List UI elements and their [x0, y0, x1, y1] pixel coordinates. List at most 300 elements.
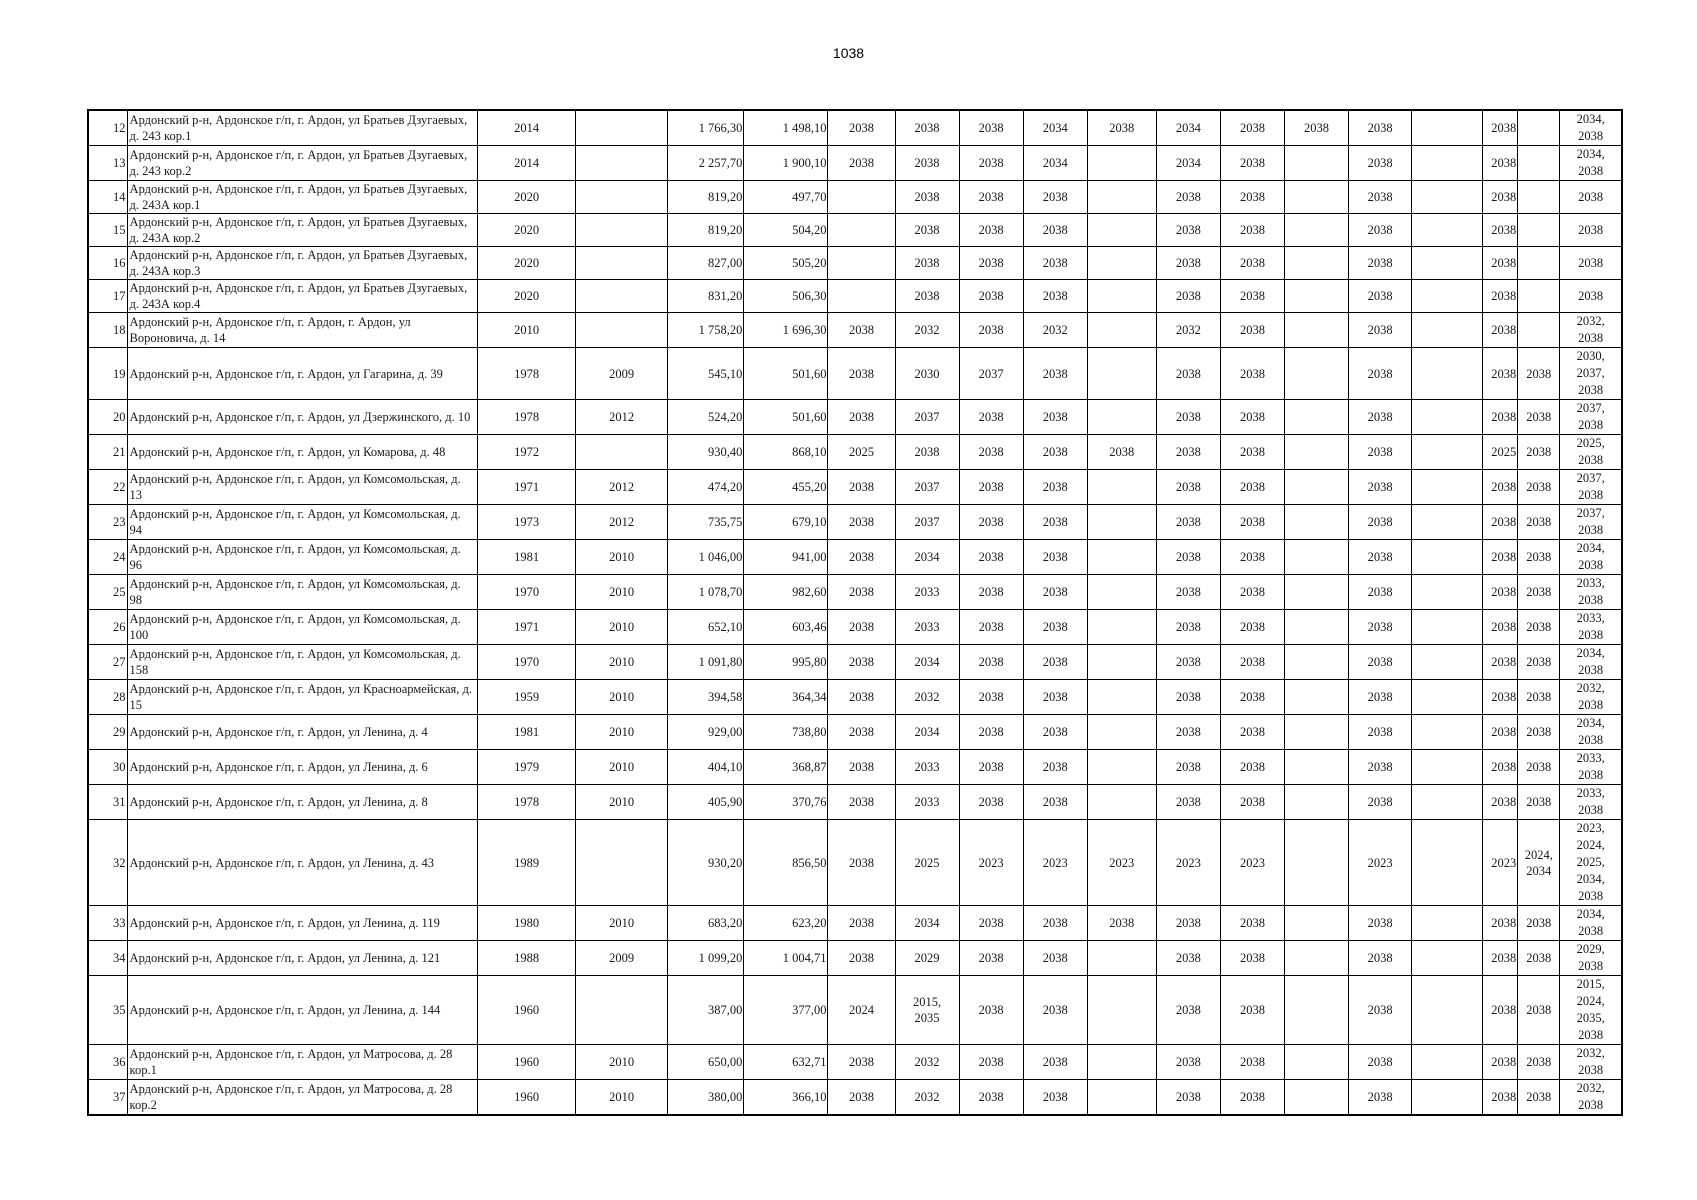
area-total-cell: 929,00 — [668, 715, 744, 750]
year-col-12-cell: 2024, 2034 — [1518, 820, 1560, 906]
year-col-6-cell: 2038 — [1156, 400, 1220, 435]
year-col-7-cell: 2038 — [1220, 1080, 1284, 1116]
year-col-10-cell — [1412, 214, 1483, 247]
year-col-6-cell: 2038 — [1156, 181, 1220, 214]
year-col-4-cell: 2038 — [1023, 470, 1087, 505]
year-col-11-cell: 2038 — [1483, 348, 1518, 400]
year-col-2-cell: 2030 — [895, 348, 959, 400]
year-col-6-cell: 2038 — [1156, 348, 1220, 400]
year-col-10-cell — [1412, 110, 1483, 146]
year-col-12-cell: 2038 — [1518, 435, 1560, 470]
year-col-1-cell: 2038 — [828, 906, 895, 941]
year-col-9-cell: 2038 — [1349, 1045, 1412, 1080]
year-reno-cell: 2010 — [576, 1080, 668, 1116]
table-row — [88, 785, 1622, 820]
year-col-12-cell — [1518, 181, 1560, 214]
year-col-7-cell: 2038 — [1220, 280, 1284, 313]
address-cell: Ардонский р-н, Ардонское г/п, г. Ардон, ул Братьев Дзугаевых, д. 243А кор.1 — [127, 181, 477, 214]
year-col-2-cell: 2034 — [895, 715, 959, 750]
address-cell: Ардонский р-н, Ардонское г/п, г. Ардон, ул Гагарина, д. 39 — [127, 348, 477, 400]
area-living-cell: 366,10 — [744, 1080, 828, 1116]
year-col-8-cell — [1284, 146, 1348, 181]
year-col-4-cell: 2038 — [1023, 348, 1087, 400]
year-col-3-cell: 2038 — [959, 435, 1023, 470]
year-col-9-cell: 2038 — [1349, 680, 1412, 715]
year-col-12-cell: 2038 — [1518, 610, 1560, 645]
area-living-cell: 501,60 — [744, 400, 828, 435]
table-row — [88, 610, 1622, 645]
year-col-6-cell: 2038 — [1156, 505, 1220, 540]
year-col-8-cell — [1284, 247, 1348, 280]
year-col-6-cell: 2032 — [1156, 313, 1220, 348]
table-row — [88, 820, 1622, 906]
year-col-4-cell: 2038 — [1023, 540, 1087, 575]
row-number-cell: 20 — [88, 400, 127, 435]
area-living-cell: 995,80 — [744, 645, 828, 680]
area-total-cell: 930,40 — [668, 435, 744, 470]
year-col-4-cell: 2038 — [1023, 247, 1087, 280]
year-col-10-cell — [1412, 680, 1483, 715]
address-cell: Ардонский р-н, Ардонское г/п, г. Ардон, ул Комсомольская, д. 98 — [127, 575, 477, 610]
year-built-cell: 2014 — [478, 146, 576, 181]
year-col-4-cell: 2038 — [1023, 785, 1087, 820]
area-living-cell: 364,34 — [744, 680, 828, 715]
year-col-11-cell: 2038 — [1483, 214, 1518, 247]
year-built-cell: 1988 — [478, 941, 576, 976]
year-col-12-cell: 2038 — [1518, 470, 1560, 505]
table-row — [88, 575, 1622, 610]
area-total-cell: 394,58 — [668, 680, 744, 715]
row-number-cell: 21 — [88, 435, 127, 470]
year-col-8-cell — [1284, 680, 1348, 715]
year-reno-cell: 2010 — [576, 575, 668, 610]
address-cell: Ардонский р-н, Ардонское г/п, г. Ардон, ул Ленина, д. 8 — [127, 785, 477, 820]
row-number-cell: 22 — [88, 470, 127, 505]
year-col-9-cell: 2038 — [1349, 645, 1412, 680]
year-built-cell: 1980 — [478, 906, 576, 941]
year-col-5-cell: 2038 — [1087, 906, 1156, 941]
year-col-12-cell: 2038 — [1518, 575, 1560, 610]
area-living-cell: 368,87 — [744, 750, 828, 785]
year-col-4-cell: 2038 — [1023, 435, 1087, 470]
address-cell: Ардонский р-н, Ардонское г/п, г. Ардон, ул Братьев Дзугаевых, д. 243 кор.1 — [127, 110, 477, 146]
table-row — [88, 645, 1622, 680]
area-total-cell: 1 766,30 — [668, 110, 744, 146]
year-col-12-cell: 2038 — [1518, 906, 1560, 941]
row-number-cell: 15 — [88, 214, 127, 247]
area-living-cell: 377,00 — [744, 976, 828, 1045]
year-built-cell: 1973 — [478, 505, 576, 540]
year-col-2-cell: 2034 — [895, 645, 959, 680]
table-row — [88, 348, 1622, 400]
area-total-cell: 819,20 — [668, 181, 744, 214]
year-reno-cell — [576, 820, 668, 906]
year-col-10-cell — [1412, 820, 1483, 906]
year-col-5-cell — [1087, 247, 1156, 280]
year-col-8-cell — [1284, 645, 1348, 680]
years-summary-cell: 2034, 2038 — [1560, 540, 1622, 575]
year-col-6-cell: 2038 — [1156, 214, 1220, 247]
year-col-1-cell: 2038 — [828, 610, 895, 645]
year-col-4-cell: 2038 — [1023, 750, 1087, 785]
year-col-12-cell: 2038 — [1518, 976, 1560, 1045]
year-col-6-cell: 2038 — [1156, 247, 1220, 280]
years-summary-cell: 2029, 2038 — [1560, 941, 1622, 976]
years-summary-cell: 2037, 2038 — [1560, 400, 1622, 435]
area-living-cell: 455,20 — [744, 470, 828, 505]
years-summary-cell: 2034, 2038 — [1560, 146, 1622, 181]
year-col-7-cell: 2038 — [1220, 505, 1284, 540]
year-reno-cell: 2012 — [576, 400, 668, 435]
area-living-cell: 738,80 — [744, 715, 828, 750]
address-cell: Ардонский р-н, Ардонское г/п, г. Ардон, г. Ардон, ул Вороновича, д. 14 — [127, 313, 477, 348]
area-total-cell: 819,20 — [668, 214, 744, 247]
year-col-7-cell: 2038 — [1220, 110, 1284, 146]
year-col-6-cell: 2038 — [1156, 680, 1220, 715]
year-col-10-cell — [1412, 313, 1483, 348]
year-col-7-cell: 2038 — [1220, 750, 1284, 785]
table-row — [88, 280, 1622, 313]
year-col-9-cell: 2038 — [1349, 247, 1412, 280]
year-col-11-cell: 2038 — [1483, 247, 1518, 280]
year-col-8-cell — [1284, 280, 1348, 313]
year-col-10-cell — [1412, 1045, 1483, 1080]
year-col-10-cell — [1412, 146, 1483, 181]
year-col-11-cell: 2023 — [1483, 820, 1518, 906]
address-cell: Ардонский р-н, Ардонское г/п, г. Ардон, ул Ленина, д. 4 — [127, 715, 477, 750]
page-number: 1038 — [832, 45, 865, 61]
year-col-6-cell: 2038 — [1156, 645, 1220, 680]
year-col-3-cell: 2038 — [959, 400, 1023, 435]
area-total-cell: 1 091,80 — [668, 645, 744, 680]
year-col-8-cell — [1284, 610, 1348, 645]
year-col-10-cell — [1412, 540, 1483, 575]
area-living-cell: 868,10 — [744, 435, 828, 470]
area-living-cell: 501,60 — [744, 348, 828, 400]
year-reno-cell: 2012 — [576, 470, 668, 505]
year-col-5-cell: 2038 — [1087, 435, 1156, 470]
year-col-9-cell: 2038 — [1349, 505, 1412, 540]
year-col-1-cell: 2038 — [828, 1045, 895, 1080]
year-reno-cell: 2010 — [576, 1045, 668, 1080]
year-col-7-cell: 2038 — [1220, 146, 1284, 181]
year-col-1-cell: 2038 — [828, 941, 895, 976]
years-summary-cell: 2034, 2038 — [1560, 645, 1622, 680]
area-total-cell: 831,20 — [668, 280, 744, 313]
year-col-9-cell: 2038 — [1349, 750, 1412, 785]
row-number-cell: 31 — [88, 785, 127, 820]
year-col-5-cell — [1087, 348, 1156, 400]
year-built-cell: 1978 — [478, 348, 576, 400]
years-summary-cell: 2033, 2038 — [1560, 785, 1622, 820]
year-col-9-cell: 2038 — [1349, 313, 1412, 348]
year-col-2-cell: 2032 — [895, 680, 959, 715]
year-col-1-cell: 2038 — [828, 313, 895, 348]
year-col-4-cell: 2038 — [1023, 610, 1087, 645]
year-col-2-cell: 2033 — [895, 785, 959, 820]
year-col-1-cell — [828, 280, 895, 313]
table-row — [88, 146, 1622, 181]
year-col-3-cell: 2038 — [959, 313, 1023, 348]
address-cell: Ардонский р-н, Ардонское г/п, г. Ардон, ул Красноармейская, д. 15 — [127, 680, 477, 715]
year-reno-cell: 2010 — [576, 715, 668, 750]
year-col-12-cell — [1518, 280, 1560, 313]
year-col-7-cell: 2038 — [1220, 906, 1284, 941]
year-col-4-cell: 2038 — [1023, 906, 1087, 941]
year-col-12-cell: 2038 — [1518, 941, 1560, 976]
area-living-cell: 370,76 — [744, 785, 828, 820]
area-total-cell: 827,00 — [668, 247, 744, 280]
table-row — [88, 470, 1622, 505]
year-col-5-cell: 2038 — [1087, 110, 1156, 146]
year-col-7-cell: 2038 — [1220, 247, 1284, 280]
year-col-11-cell: 2038 — [1483, 110, 1518, 146]
year-col-11-cell: 2038 — [1483, 1080, 1518, 1116]
area-total-cell: 387,00 — [668, 976, 744, 1045]
year-col-12-cell: 2038 — [1518, 715, 1560, 750]
year-reno-cell: 2009 — [576, 348, 668, 400]
year-col-1-cell — [828, 214, 895, 247]
year-col-5-cell — [1087, 976, 1156, 1045]
year-col-4-cell: 2038 — [1023, 575, 1087, 610]
year-col-10-cell — [1412, 610, 1483, 645]
year-reno-cell — [576, 110, 668, 146]
year-col-3-cell: 2038 — [959, 750, 1023, 785]
year-col-6-cell: 2038 — [1156, 435, 1220, 470]
area-living-cell: 679,10 — [744, 505, 828, 540]
year-col-7-cell: 2038 — [1220, 348, 1284, 400]
year-col-1-cell: 2038 — [828, 400, 895, 435]
year-col-3-cell: 2038 — [959, 181, 1023, 214]
area-living-cell: 1 696,30 — [744, 313, 828, 348]
area-living-cell: 1 498,10 — [744, 110, 828, 146]
year-built-cell: 1989 — [478, 820, 576, 906]
year-built-cell: 1981 — [478, 715, 576, 750]
year-col-7-cell: 2038 — [1220, 470, 1284, 505]
area-total-cell: 1 078,70 — [668, 575, 744, 610]
year-col-3-cell: 2038 — [959, 214, 1023, 247]
area-living-cell: 941,00 — [744, 540, 828, 575]
years-summary-cell: 2038 — [1560, 214, 1622, 247]
year-col-8-cell — [1284, 348, 1348, 400]
year-col-6-cell: 2038 — [1156, 906, 1220, 941]
table-row — [88, 715, 1622, 750]
year-col-2-cell: 2037 — [895, 505, 959, 540]
table-row — [88, 181, 1622, 214]
year-col-12-cell: 2038 — [1518, 1080, 1560, 1116]
row-number-cell: 16 — [88, 247, 127, 280]
year-col-12-cell: 2038 — [1518, 750, 1560, 785]
table-row — [88, 976, 1622, 1045]
year-col-8-cell — [1284, 906, 1348, 941]
year-col-10-cell — [1412, 181, 1483, 214]
table-row — [88, 400, 1622, 435]
year-built-cell: 2020 — [478, 214, 576, 247]
year-built-cell: 1981 — [478, 540, 576, 575]
year-reno-cell: 2012 — [576, 505, 668, 540]
year-col-5-cell — [1087, 214, 1156, 247]
year-col-6-cell: 2038 — [1156, 470, 1220, 505]
area-total-cell: 1 758,20 — [668, 313, 744, 348]
year-reno-cell — [576, 247, 668, 280]
year-col-5-cell — [1087, 941, 1156, 976]
address-cell: Ардонский р-н, Ардонское г/п, г. Ардон, ул Ленина, д. 119 — [127, 906, 477, 941]
years-summary-cell: 2037, 2038 — [1560, 505, 1622, 540]
year-col-8-cell — [1284, 400, 1348, 435]
year-col-6-cell: 2023 — [1156, 820, 1220, 906]
year-col-4-cell: 2034 — [1023, 146, 1087, 181]
row-number-cell: 19 — [88, 348, 127, 400]
year-col-1-cell: 2038 — [828, 505, 895, 540]
year-col-2-cell: 2033 — [895, 610, 959, 645]
year-col-9-cell: 2038 — [1349, 280, 1412, 313]
year-col-9-cell: 2038 — [1349, 976, 1412, 1045]
year-col-11-cell: 2038 — [1483, 906, 1518, 941]
year-col-4-cell: 2038 — [1023, 976, 1087, 1045]
year-col-8-cell — [1284, 181, 1348, 214]
year-reno-cell: 2010 — [576, 785, 668, 820]
area-total-cell: 1 046,00 — [668, 540, 744, 575]
year-col-6-cell: 2038 — [1156, 575, 1220, 610]
year-col-10-cell — [1412, 715, 1483, 750]
year-col-7-cell: 2038 — [1220, 785, 1284, 820]
year-col-7-cell: 2023 — [1220, 820, 1284, 906]
row-number-cell: 18 — [88, 313, 127, 348]
year-col-10-cell — [1412, 906, 1483, 941]
year-built-cell: 2020 — [478, 280, 576, 313]
year-col-11-cell: 2038 — [1483, 680, 1518, 715]
year-col-12-cell: 2038 — [1518, 645, 1560, 680]
year-col-4-cell: 2038 — [1023, 505, 1087, 540]
year-col-8-cell — [1284, 820, 1348, 906]
address-cell: Ардонский р-н, Ардонское г/п, г. Ардон, ул Матросова, д. 28 кор.1 — [127, 1045, 477, 1080]
area-living-cell: 1 004,71 — [744, 941, 828, 976]
year-col-1-cell: 2038 — [828, 146, 895, 181]
year-col-7-cell: 2038 — [1220, 680, 1284, 715]
year-col-7-cell: 2038 — [1220, 400, 1284, 435]
year-col-12-cell: 2038 — [1518, 1045, 1560, 1080]
year-col-1-cell: 2038 — [828, 110, 895, 146]
years-summary-cell: 2038 — [1560, 280, 1622, 313]
row-number-cell: 26 — [88, 610, 127, 645]
year-col-4-cell: 2038 — [1023, 280, 1087, 313]
year-col-3-cell: 2038 — [959, 1080, 1023, 1116]
year-col-1-cell: 2024 — [828, 976, 895, 1045]
table-row — [88, 110, 1622, 146]
year-col-1-cell: 2038 — [828, 1080, 895, 1116]
year-built-cell: 1959 — [478, 680, 576, 715]
area-living-cell: 1 900,10 — [744, 146, 828, 181]
table-row — [88, 1045, 1622, 1080]
year-col-12-cell — [1518, 247, 1560, 280]
year-col-4-cell: 2034 — [1023, 110, 1087, 146]
year-col-11-cell: 2038 — [1483, 645, 1518, 680]
year-col-5-cell — [1087, 680, 1156, 715]
year-col-4-cell: 2038 — [1023, 1045, 1087, 1080]
year-reno-cell: 2010 — [576, 906, 668, 941]
year-col-8-cell — [1284, 575, 1348, 610]
year-col-2-cell: 2037 — [895, 400, 959, 435]
year-col-5-cell — [1087, 1045, 1156, 1080]
row-number-cell: 37 — [88, 1080, 127, 1116]
year-col-11-cell: 2038 — [1483, 1045, 1518, 1080]
table-row — [88, 750, 1622, 785]
year-col-8-cell — [1284, 976, 1348, 1045]
year-col-8-cell — [1284, 1080, 1348, 1116]
table-row — [88, 1080, 1622, 1116]
year-col-4-cell: 2038 — [1023, 1080, 1087, 1116]
year-col-11-cell: 2038 — [1483, 715, 1518, 750]
row-number-cell: 33 — [88, 906, 127, 941]
area-living-cell: 504,20 — [744, 214, 828, 247]
year-col-5-cell — [1087, 575, 1156, 610]
year-col-2-cell: 2038 — [895, 214, 959, 247]
years-summary-cell: 2032, 2038 — [1560, 1045, 1622, 1080]
year-col-10-cell — [1412, 575, 1483, 610]
address-cell: Ардонский р-н, Ардонское г/п, г. Ардон, ул Матросова, д. 28 кор.2 — [127, 1080, 477, 1116]
year-col-1-cell — [828, 181, 895, 214]
address-cell: Ардонский р-н, Ардонское г/п, г. Ардон, ул Братьев Дзугаевых, д. 243А кор.2 — [127, 214, 477, 247]
area-living-cell: 623,20 — [744, 906, 828, 941]
year-built-cell: 1960 — [478, 1080, 576, 1116]
row-number-cell: 36 — [88, 1045, 127, 1080]
year-col-7-cell: 2038 — [1220, 181, 1284, 214]
year-col-5-cell: 2023 — [1087, 820, 1156, 906]
year-col-11-cell: 2038 — [1483, 470, 1518, 505]
year-col-3-cell: 2023 — [959, 820, 1023, 906]
year-col-6-cell: 2038 — [1156, 976, 1220, 1045]
year-col-9-cell: 2038 — [1349, 906, 1412, 941]
year-col-10-cell — [1412, 400, 1483, 435]
year-built-cell: 1971 — [478, 610, 576, 645]
year-col-9-cell: 2038 — [1349, 540, 1412, 575]
year-reno-cell: 2010 — [576, 645, 668, 680]
year-col-7-cell: 2038 — [1220, 575, 1284, 610]
year-col-12-cell: 2038 — [1518, 400, 1560, 435]
year-col-2-cell: 2038 — [895, 110, 959, 146]
years-summary-cell: 2025, 2038 — [1560, 435, 1622, 470]
year-col-7-cell: 2038 — [1220, 610, 1284, 645]
year-built-cell: 2020 — [478, 247, 576, 280]
row-number-cell: 23 — [88, 505, 127, 540]
area-living-cell: 856,50 — [744, 820, 828, 906]
year-col-3-cell: 2038 — [959, 941, 1023, 976]
year-col-5-cell — [1087, 540, 1156, 575]
year-reno-cell — [576, 976, 668, 1045]
area-living-cell: 603,46 — [744, 610, 828, 645]
year-col-5-cell — [1087, 610, 1156, 645]
years-summary-cell: 2030, 2037, 2038 — [1560, 348, 1622, 400]
year-col-8-cell — [1284, 941, 1348, 976]
table-row — [88, 941, 1622, 976]
year-col-12-cell: 2038 — [1518, 785, 1560, 820]
table-row — [88, 505, 1622, 540]
year-reno-cell — [576, 181, 668, 214]
year-col-11-cell: 2038 — [1483, 146, 1518, 181]
year-built-cell: 1979 — [478, 750, 576, 785]
address-cell: Ардонский р-н, Ардонское г/п, г. Ардон, ул Комсомольская, д. 13 — [127, 470, 477, 505]
year-col-12-cell: 2038 — [1518, 505, 1560, 540]
year-col-8-cell — [1284, 715, 1348, 750]
year-col-5-cell — [1087, 505, 1156, 540]
year-col-5-cell — [1087, 181, 1156, 214]
year-col-10-cell — [1412, 505, 1483, 540]
year-col-8-cell — [1284, 214, 1348, 247]
year-col-1-cell: 2025 — [828, 435, 895, 470]
year-reno-cell: 2010 — [576, 680, 668, 715]
year-col-6-cell: 2038 — [1156, 610, 1220, 645]
year-col-11-cell: 2025 — [1483, 435, 1518, 470]
